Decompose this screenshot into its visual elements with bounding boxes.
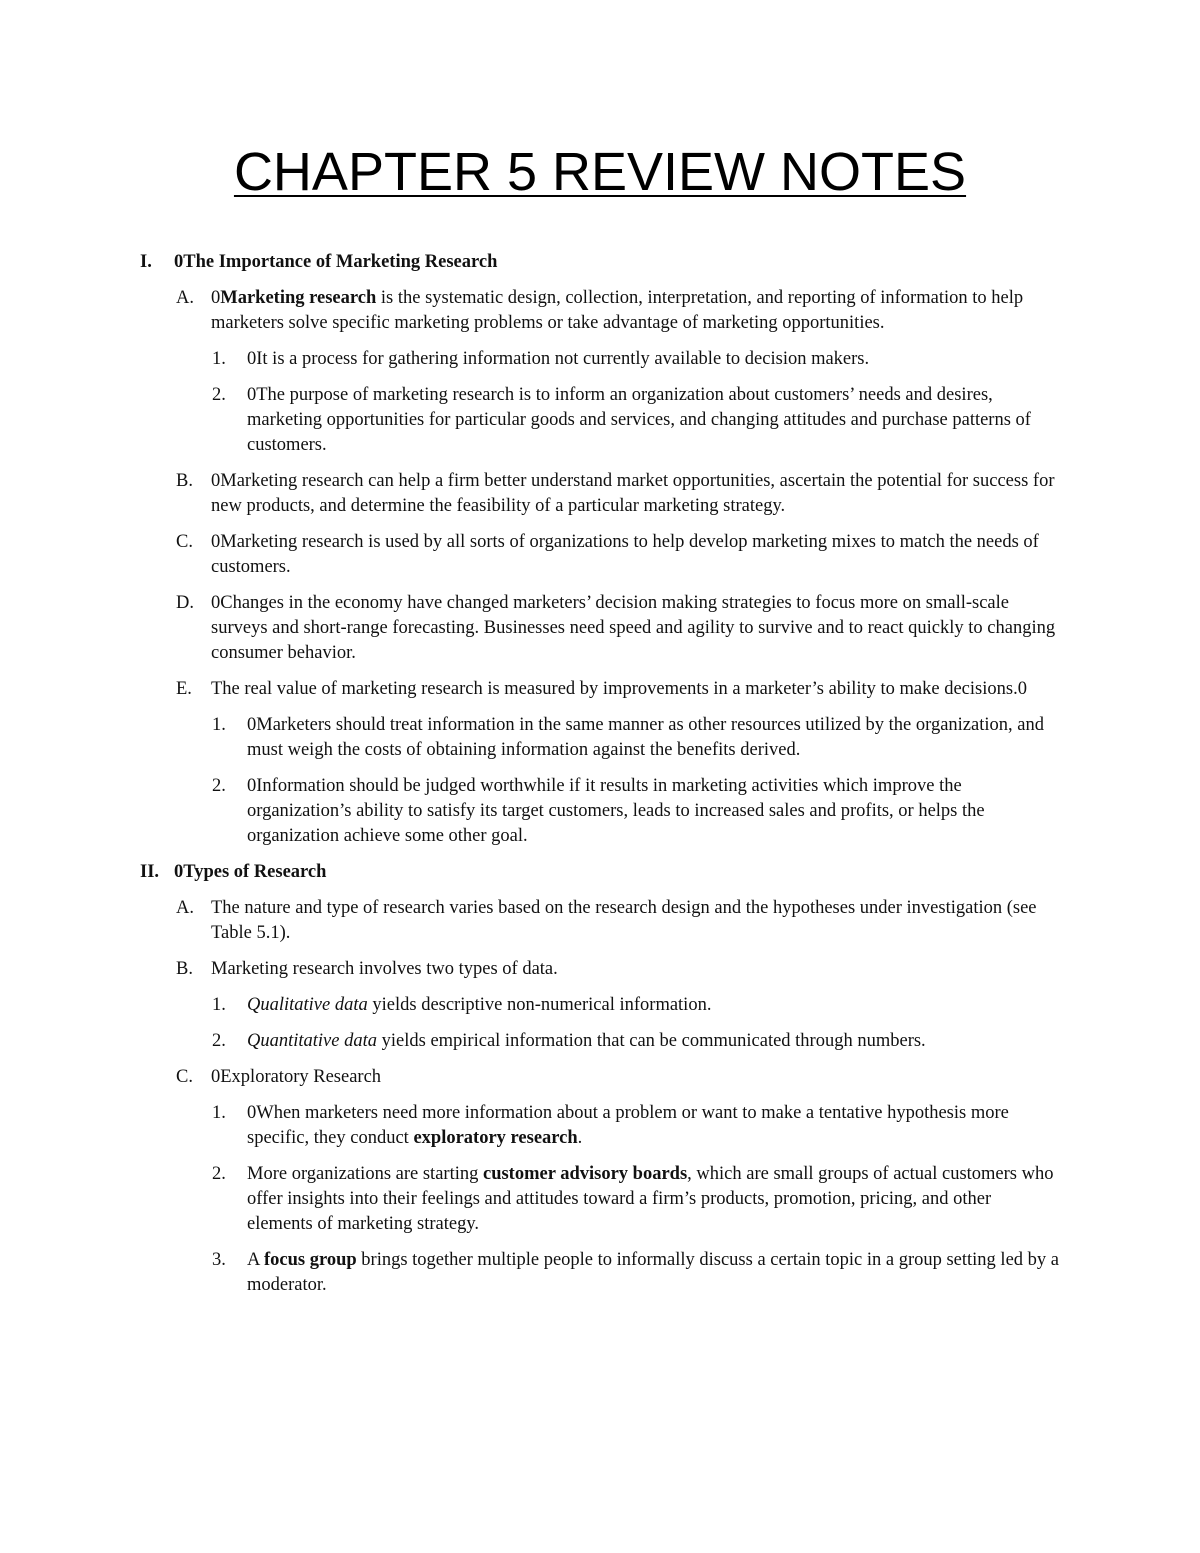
text-segment: 0The Importance of Marketing Research [174,252,498,272]
bold-term: exploratory research [413,1128,578,1148]
outline-item-level-2 [0,530,1060,580]
outline-item-level-3 [0,347,1060,372]
outline-item-level-2 [0,896,1060,946]
list-item-text [247,1031,926,1051]
list-item-text [211,1067,381,1087]
list-item-text [211,679,1027,699]
list-marker: C. [176,1067,193,1087]
outline-item-level-3 [0,1029,1060,1054]
text-segment: More organizations are starting [247,1164,483,1184]
text-segment: 0Information should be judged worthwhile if it results in marketing activities which improve the organization’s ability to satisfy its target customers, leads to increased sales and profits, or helps the organization achieve some other goal. [247,776,985,846]
text-segment: yields descriptive non-numerical information. [367,995,712,1015]
text-segment: 0Marketing research is used by all sorts of organizations to help develop marketing mixes to match the needs of customers. [211,532,1039,577]
outline-item-level-3 [0,993,1060,1018]
text-segment: 0Marketing research can help a firm better understand market opportunities, ascertain the potential for success for new products, and determine the feasibility of a particular marketing strategy. [211,471,1055,516]
list-item-text [211,898,1037,943]
outline-item-level-2 [0,957,1060,982]
text-segment: 0The purpose of marketing research is to inform an organization about customers’ needs and desires, marketing opportunities for particular goods and services, and changing attitudes and purchase patterns of customers. [247,385,1031,455]
outline-item-level-2 [0,469,1060,519]
list-marker: 2. [212,1164,226,1184]
list-marker: B. [176,959,193,979]
list-item-text [247,385,1031,455]
outline-body [0,250,1200,1309]
italic-term: Quantitative data [247,1031,377,1051]
bold-term: focus group [263,1250,357,1270]
list-marker: 2. [212,776,226,796]
outline-item-level-1 [0,250,1060,275]
text-segment: brings together multiple people to informally discuss a certain topic in a group setting led by a moderator. [247,1250,1059,1295]
outline-item-level-2 [0,591,1060,666]
list-item-text [174,252,497,272]
list-marker: A. [176,898,194,918]
list-item-text [247,1164,1053,1234]
list-item-text [247,1103,1009,1148]
page-title: CHAPTER 5 REVIEW NOTES [233,142,967,202]
outline-item-level-3 [0,383,1060,458]
list-item-text [211,959,558,979]
bold-term: Marketing research [220,288,377,308]
outline-item-level-2 [0,286,1060,336]
text-segment: . [577,1128,583,1148]
text-segment: 0Exploratory Research [211,1067,382,1087]
list-marker: 2. [212,385,226,405]
outline-item-level-3 [0,1248,1060,1298]
list-marker: 3. [212,1250,226,1270]
list-marker: 1. [212,995,226,1015]
text-segment: Marketing research involves two types of data. [211,959,558,979]
list-item-text [247,349,869,369]
outline-item-level-1 [0,860,1060,885]
text-segment: 0When marketers need more information about a problem or want to make a tentative hypothesis more specific, they conduct [247,1103,1009,1148]
outline-item-level-2 [0,677,1060,702]
list-item-text [211,471,1054,516]
outline-item-level-2 [0,1065,1060,1090]
list-marker: 2. [212,1031,226,1051]
text-segment: 0Changes in the economy have changed marketers’ decision making strategies to focus more on small-scale surveys and short-range forecasting. Businesses need speed and agility to survive and to react quickly to changing consumer behavior. [211,593,1056,663]
text-segment: 0It is a process for gathering information not currently available to decision makers. [247,349,870,369]
list-marker: E. [176,679,192,699]
list-item-text [247,776,985,846]
list-marker: 1. [212,349,226,369]
text-segment: , which are small groups of actual customers who offer insights into their feelings and attitudes toward a firm’s products, promotion, pricing, and other elements of marketing strategy. [247,1164,1054,1234]
list-marker: B. [176,471,193,491]
list-marker: I. [140,252,152,272]
bold-term: customer advisory boards [482,1164,688,1184]
outline-item-level-3 [0,774,1060,849]
list-item-text [247,995,711,1015]
text-segment: 0 [211,288,221,308]
text-segment: The nature and type of research varies based on the research design and the hypotheses under investigation (see Table 5.1). [211,898,1037,943]
list-item-text [247,715,1044,760]
text-segment: 0Marketers should treat information in the same manner as other resources utilized by the organization, and must weigh the costs of obtaining information against the benefits derived. [247,715,1044,760]
outline-item-level-3 [0,1162,1060,1237]
outline-item-level-3 [0,1101,1060,1151]
list-marker: II. [140,862,160,882]
list-marker: C. [176,532,193,552]
text-segment: 0Types of Research [174,862,327,882]
text-segment: A [247,1250,264,1270]
list-marker: 1. [212,1103,226,1123]
list-item-text [211,288,1023,333]
list-marker: 1. [212,715,226,735]
text-segment: The real value of marketing research is measured by improvements in a marketer’s ability to make decisions.0 [211,679,1027,699]
list-marker: D. [176,593,194,613]
text-segment: is the systematic design, collection, interpretation, and reporting of information to help marketers solve specific marketing problems or take advantage of marketing opportunities. [211,288,1024,333]
list-item-text [211,593,1055,663]
italic-term: Qualitative data [247,995,368,1015]
outline-item-level-3 [0,713,1060,763]
list-item-text [247,1250,1059,1295]
list-item-text [211,532,1039,577]
text-segment: yields empirical information that can be communicated through numbers. [377,1031,926,1051]
list-marker: A. [176,288,194,308]
list-item-text [174,862,326,882]
